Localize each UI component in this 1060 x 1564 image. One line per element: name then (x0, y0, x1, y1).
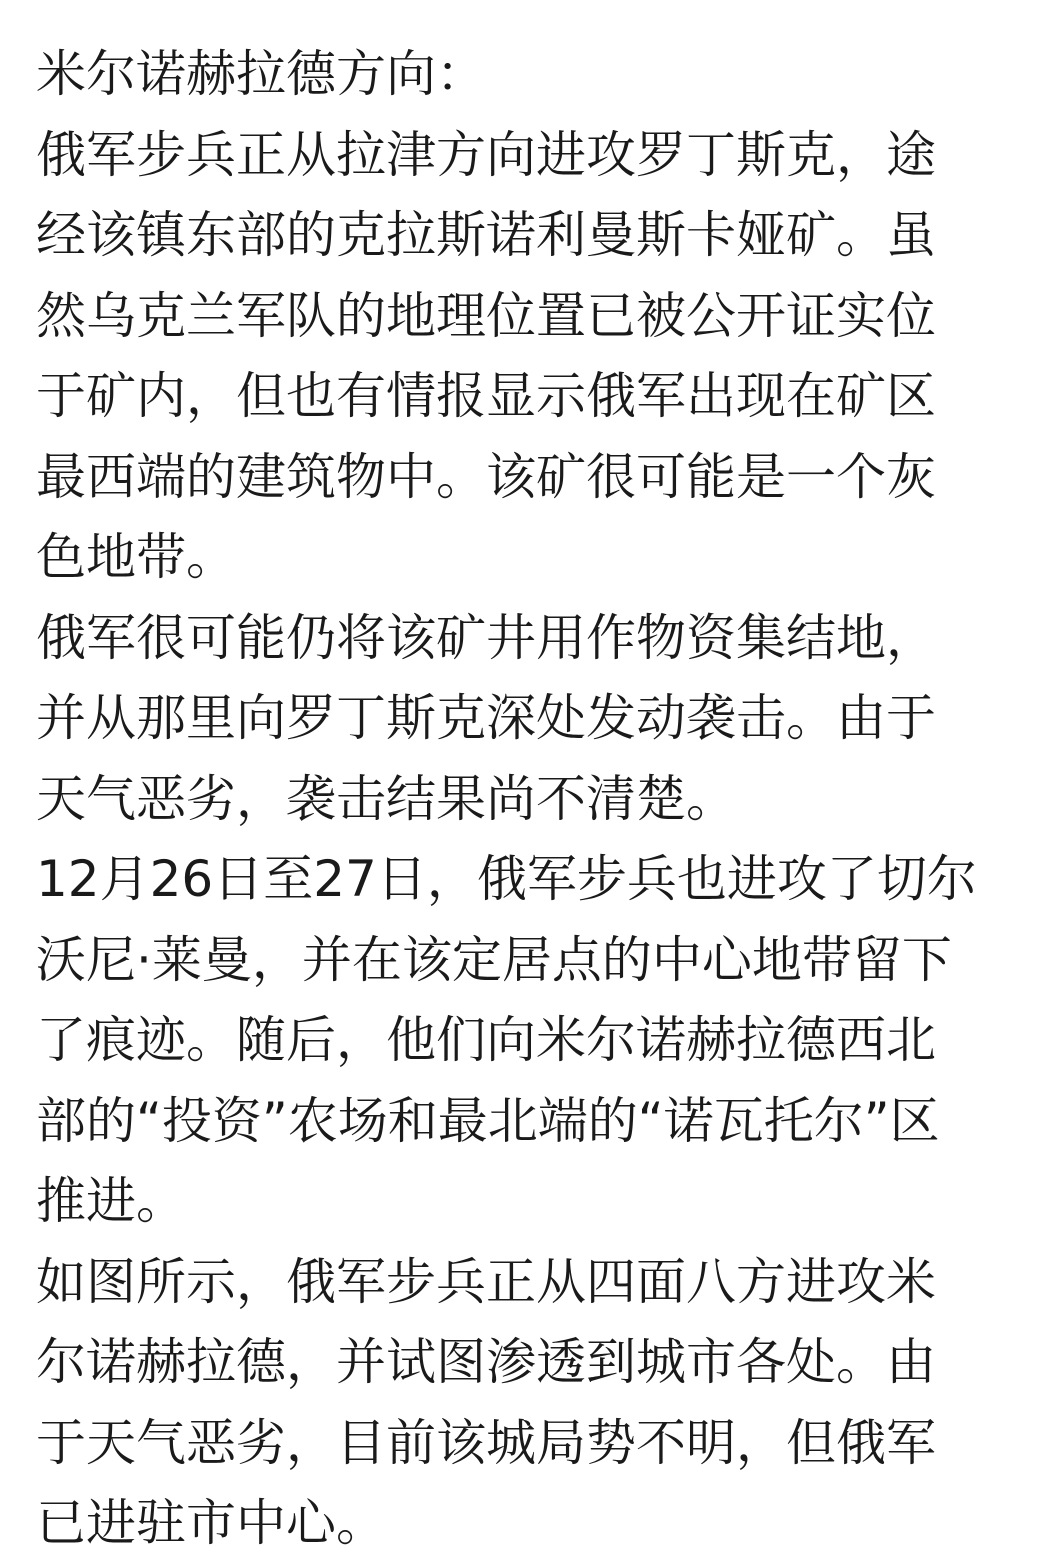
article-line: 并从那里向罗丁斯克深处发动袭击。由于 (36, 689, 936, 747)
article-line: 于天气恶劣，目前该城局势不明，但俄军 (36, 1413, 936, 1472)
article-line: 了痕迹。随后，他们向米尔诺赫拉德西北 (36, 1011, 936, 1069)
article-line: 已进驻市中心。 (36, 1494, 386, 1552)
article-line: 然乌克兰军队的地理位置已被公开证实位 (36, 286, 936, 345)
article-line: 色地带。 (36, 528, 236, 586)
article-line: 推进。 (36, 1172, 186, 1230)
article-line: 俄军很可能仍将该矿井用作物资集结地， (36, 608, 936, 667)
article-body (36, 34, 1026, 1564)
article-line: 部的“投资”农场和最北端的“诺瓦托尔”区 (36, 1091, 940, 1150)
article-line: 俄军步兵正从拉津方向进攻罗丁斯克，途 (36, 125, 936, 184)
article-line: 经该镇东部的克拉斯诺利曼斯卡娅矿。虽 (36, 206, 936, 264)
article-line: 天气恶劣，袭击结果尚不清楚。 (36, 769, 736, 828)
article-line: 最西端的建筑物中。该矿很可能是一个灰 (36, 447, 936, 506)
article-heading: 米尔诺赫拉德方向： (36, 45, 486, 103)
article-line: 于矿内，但也有情报显示俄军出现在矿区 (36, 367, 936, 425)
article-line: 沃尼·莱曼，并在该定居点的中心地带留下 (36, 930, 952, 989)
article-line: 12月26日至27日，俄军步兵也进攻了切尔 (36, 850, 977, 908)
article-line: 如图所示，俄军步兵正从四面八方进攻米 (36, 1252, 936, 1311)
article-line: 尔诺赫拉德，并试图渗透到城市各处。由 (36, 1333, 936, 1391)
